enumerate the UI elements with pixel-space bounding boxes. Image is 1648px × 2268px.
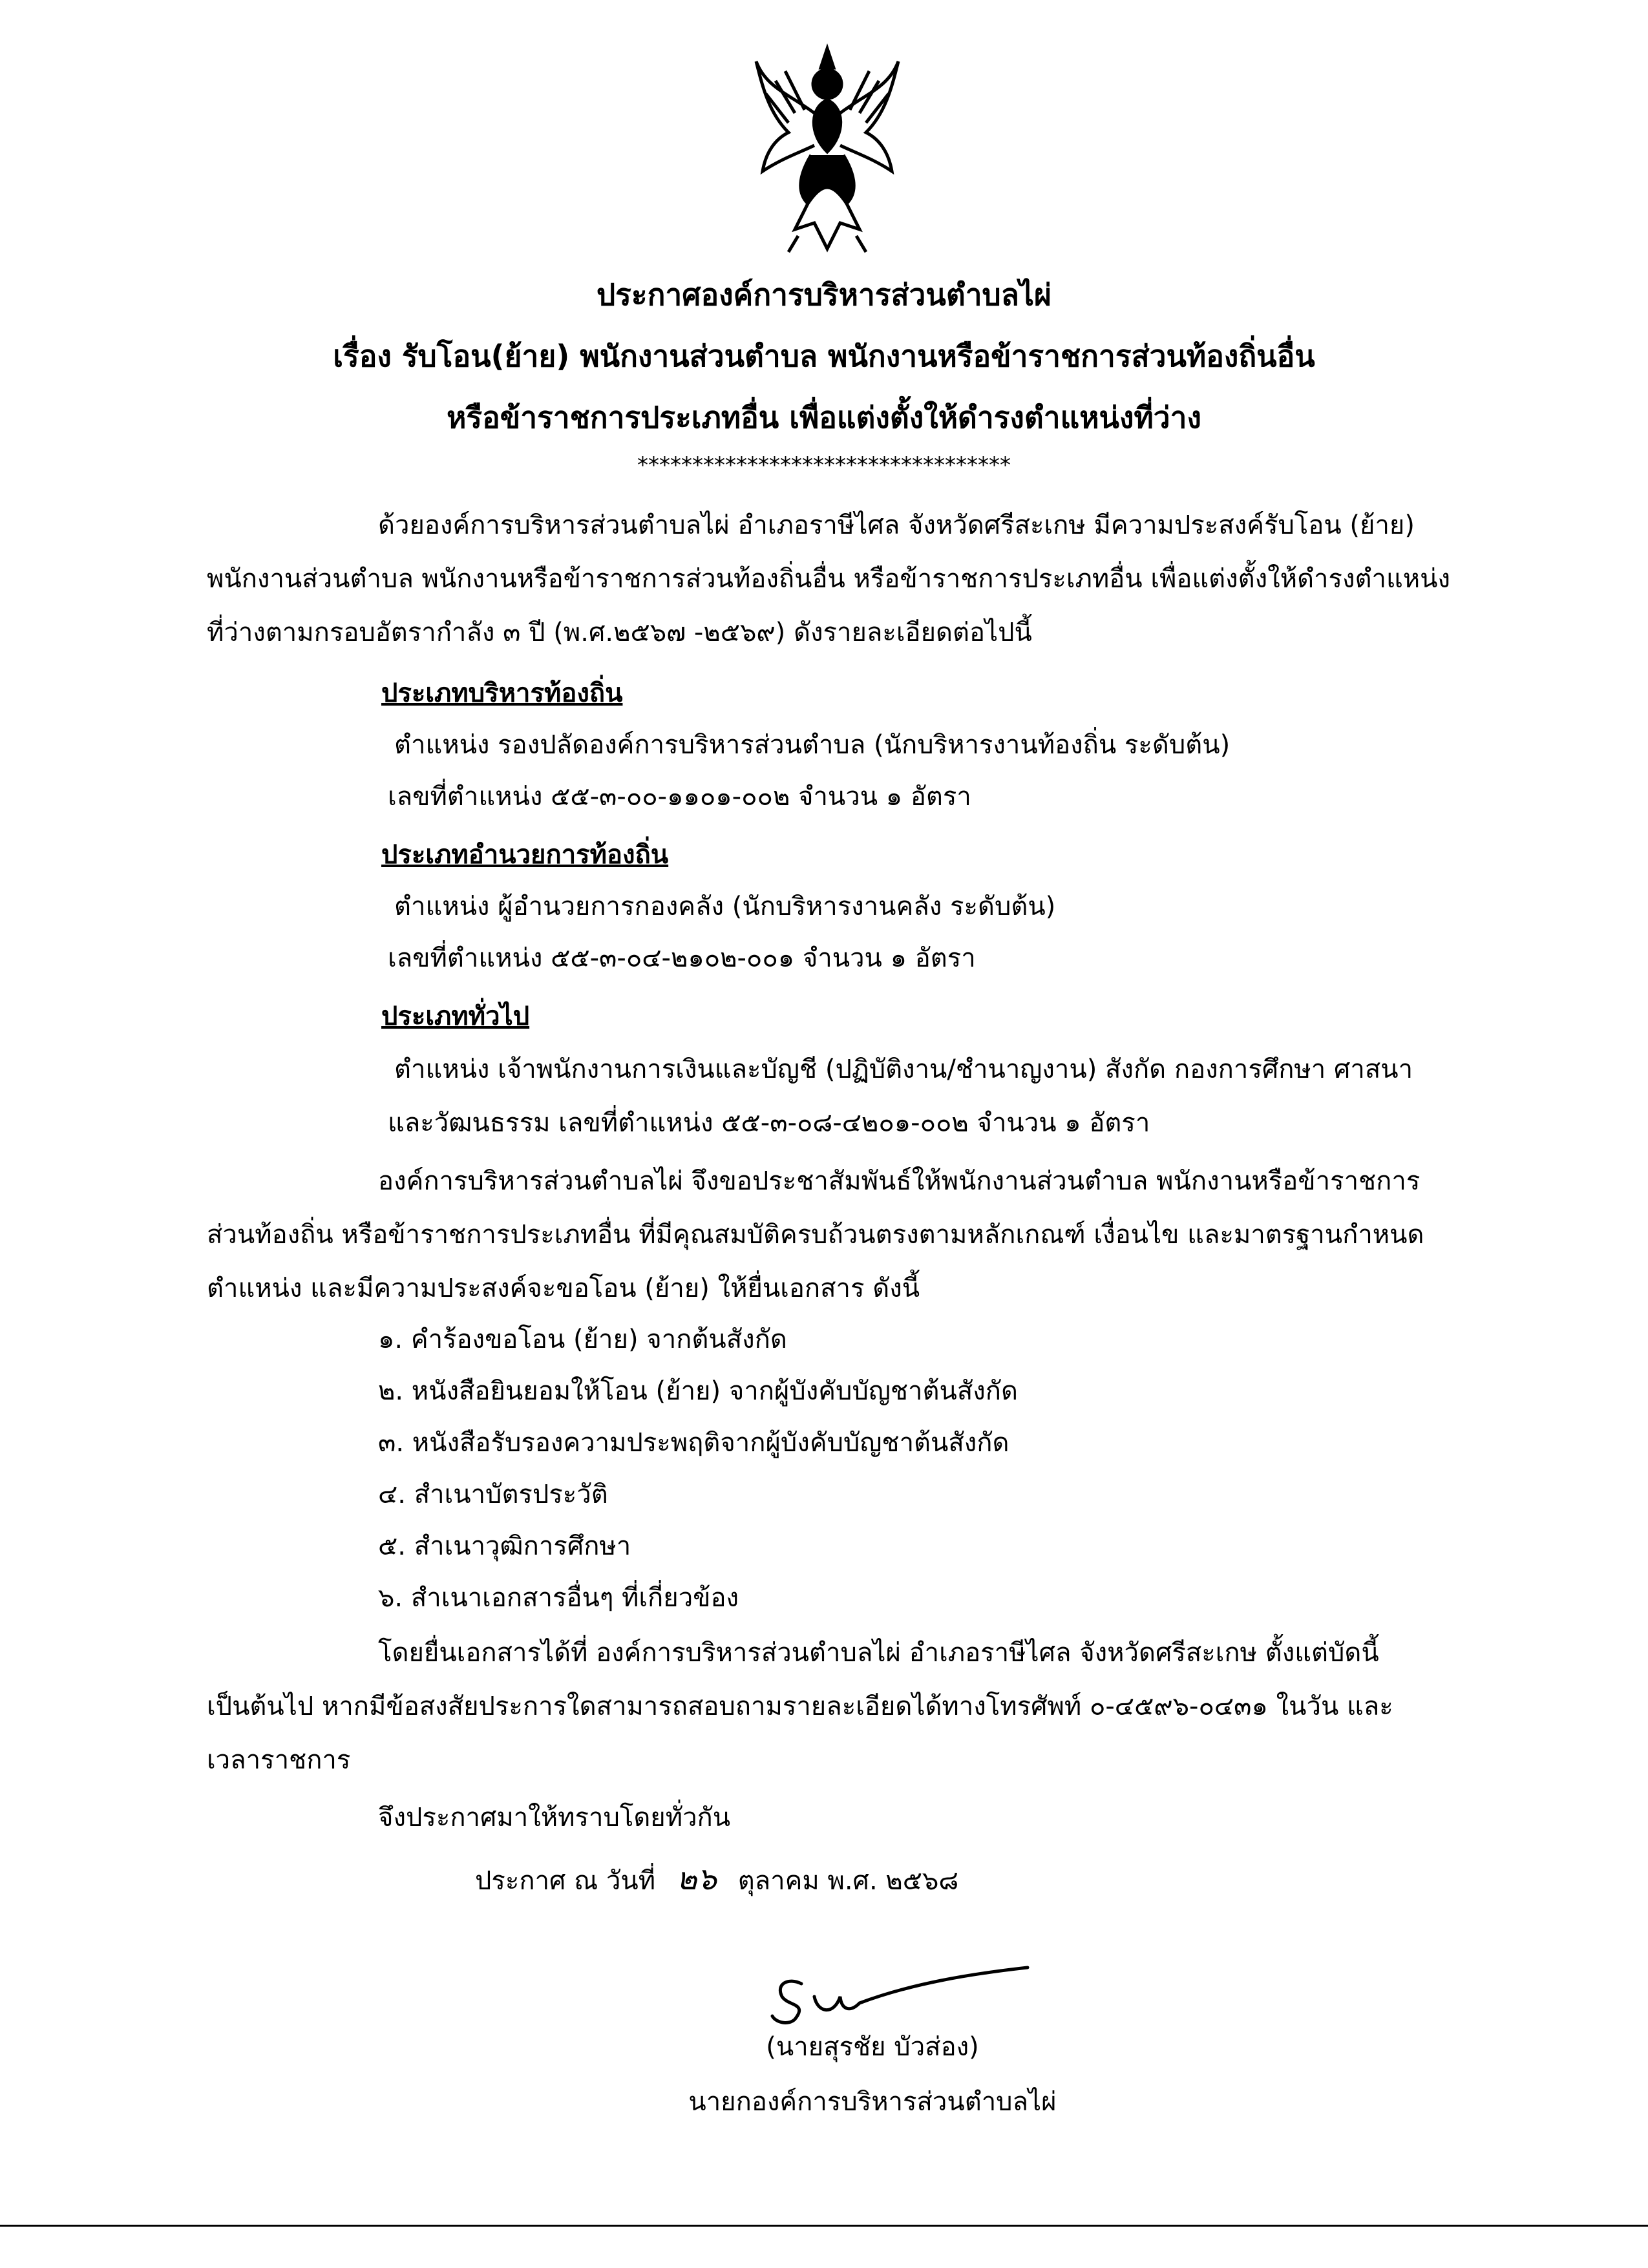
position-category-heading: ประเภทบริหารท้องถิ่น bbox=[381, 678, 623, 708]
handwritten-signature bbox=[763, 1958, 1034, 2035]
submission-line-1: โดยยื่นเอกสารได้ที่ องค์การบริหารส่วนตำบลไผ่ อำเภอราษีไศล จังหวัดศรีสะเกษ ตั้งแต่บัดนี้ bbox=[378, 1638, 1379, 1668]
document-item: ๑. คำร้องขอโอน (ย้าย) จากต้นสังกัด bbox=[378, 1325, 787, 1354]
announce-line: จึงประกาศมาให้ทราบโดยทั่วกัน bbox=[378, 1803, 731, 1832]
garuda-emblem bbox=[750, 42, 905, 255]
submission-line-3: เวลาราชการ bbox=[207, 1745, 351, 1775]
date-suffix: ตุลาคม พ.ศ. ๒๕๖๘ bbox=[737, 1866, 959, 1896]
document-item: ๕. สำเนาวุฒิการศึกษา bbox=[378, 1531, 631, 1561]
position-title: ตำแหน่ง เจ้าพนักงานการเงินและบัญชี (ปฏิบัติงาน/ชำนาญงาน) สังกัด กองการศึกษา ศาสนา bbox=[394, 1055, 1413, 1084]
intro-line-1: ด้วยองค์การบริหารส่วนตำบลไผ่ อำเภอราษีไศล จังหวัดศรีสะเกษ มีความประสงค์รับโอน (ย้าย) bbox=[378, 510, 1415, 540]
position-category-heading: ประเภททั่วไป bbox=[381, 1002, 530, 1031]
position-category-heading: ประเภทอำนวยการท้องถิ่น bbox=[381, 840, 669, 870]
request-line-2: ส่วนท้องถิ่น หรือข้าราชการประเภทอื่น ที่มีคุณสมบัติครบถ้วนตรงตามหลักเกณฑ์ เงื่อนไข และมาตรฐานกำหนด bbox=[207, 1220, 1424, 1250]
date-prefix: ประกาศ ณ วันที่ bbox=[475, 1866, 656, 1896]
request-line-3: ตำแหน่ง และมีความประสงค์จะขอโอน (ย้าย) ให้ยื่นเอกสาร ดังนี้ bbox=[207, 1274, 920, 1303]
announcement-title: ประกาศองค์การบริหารส่วนตำบลไผ่ bbox=[596, 277, 1052, 312]
document-item: ๖. สำเนาเอกสารอื่นๆ ที่เกี่ยวข้อง bbox=[378, 1583, 739, 1613]
signer-title: นายกองค์การบริหารส่วนตำบลไผ่ bbox=[688, 2087, 1057, 2117]
submission-line-2: เป็นต้นไป หากมีข้อสงสัยประการใดสามารถสอบถามรายละเอียดได้ทางโทรศัพท์ ๐-๔๕๙๖-๐๔๓๑ ในวัน และ bbox=[207, 1692, 1393, 1721]
position-title: ตำแหน่ง ผู้อำนวยการกองคลัง (นักบริหารงานคลัง ระดับต้น) bbox=[394, 892, 1056, 921]
intro-line-3: ที่ว่างตามกรอบอัตรากำลัง ๓ ปี (พ.ศ.๒๕๖๗ -๒๕๖๙) ดังรายละเอียดต่อไปนี้ bbox=[207, 618, 1032, 647]
position-number: เลขที่ตำแหน่ง ๕๕-๓-๐๐-๑๑๐๑-๐๐๒ จำนวน ๑ อัตรา bbox=[388, 782, 971, 812]
date-day: ๒๖ bbox=[676, 1861, 717, 1897]
bottom-border-line bbox=[0, 2225, 1648, 2227]
subject-line-2: หรือข้าราชการประเภทอื่น เพื่อแต่งตั้งให้ดำรงตำแหน่งที่ว่าง bbox=[447, 400, 1201, 435]
document-item: ๔. สำเนาบัตรประวัติ bbox=[378, 1480, 608, 1509]
announce-date bbox=[475, 1854, 958, 1904]
subject-line: เรื่อง รับโอน(ย้าย) พนักงานส่วนตำบล พนักงานหรือข้าราชการส่วนท้องถิ่นอื่น bbox=[333, 339, 1315, 373]
intro-line-2: พนักงานส่วนตำบล พนักงานหรือข้าราชการส่วนท้องถิ่นอื่น หรือข้าราชการประเภทอื่น เพื่อแต่งตั้งให้ดำรงตำแหน่ง bbox=[207, 564, 1450, 594]
document-item: ๒. หนังสือยินยอมให้โอน (ย้าย) จากผู้บังคับบัญชาต้นสังกัด bbox=[378, 1376, 1018, 1406]
position-title: ตำแหน่ง รองปลัดองค์การบริหารส่วนตำบล (นักบริหารงานท้องถิ่น ระดับต้น) bbox=[394, 730, 1231, 760]
signer-name: (นายสุรชัย บัวส่อง) bbox=[766, 2032, 979, 2062]
request-line-1: องค์การบริหารส่วนตำบลไผ่ จึงขอประชาสัมพันธ์ให้พนักงานส่วนตำบล พนักงานหรือข้าราชการ bbox=[378, 1166, 1421, 1196]
document-item: ๓. หนังสือรับรองความประพฤติจากผู้บังคับบัญชาต้นสังกัด bbox=[378, 1428, 1009, 1458]
position-number: เลขที่ตำแหน่ง ๕๕-๓-๐๔-๒๑๐๒-๐๐๑ จำนวน ๑ อัตรา bbox=[388, 943, 976, 973]
title-separator: ********************************** bbox=[637, 452, 1011, 478]
position-number: และวัฒนธรรม เลขที่ตำแหน่ง ๕๕-๓-๐๘-๔๒๐๑-๐๐๒ จำนวน ๑ อัตรา bbox=[388, 1108, 1150, 1138]
